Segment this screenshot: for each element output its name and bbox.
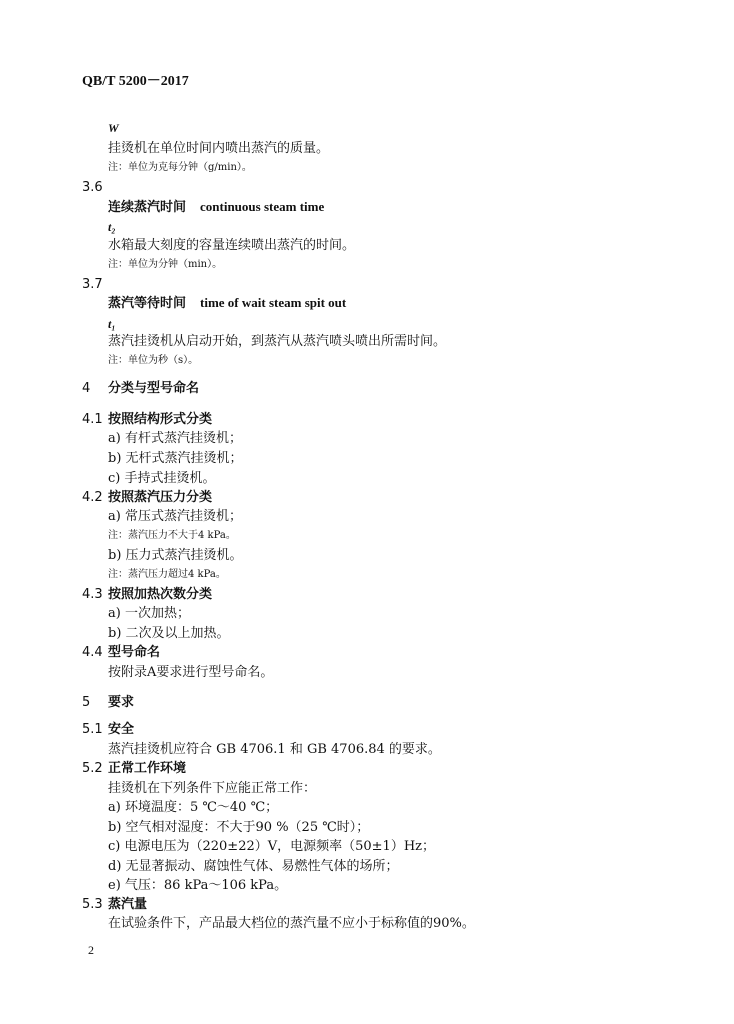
note-t2: 注：单位为分钟（min）。 xyxy=(108,259,223,270)
list-item-4-1-b: b) 无杆式蒸汽挂烫机； xyxy=(108,451,243,466)
term-3-7-en: time of wait steam spit out xyxy=(200,295,347,310)
list-item-5-2-a: a) 环境温度：5 ℃～40 ℃； xyxy=(108,800,279,815)
section-4-4-text: 按附录A要求进行型号命名。 xyxy=(108,665,274,680)
section-4-4-title: 型号命名 xyxy=(108,645,161,660)
list-item-5-2-e: e) 气压：86 kPa～106 kPa。 xyxy=(108,878,288,893)
section-4-2-number: 4.2 xyxy=(82,490,103,505)
list-item-4-1-c: c) 手持式挂烫机。 xyxy=(108,471,216,486)
section-5-2-heading xyxy=(82,762,186,775)
section-5-2-text: 挂烫机在下列条件下应能正常工作： xyxy=(108,781,317,796)
definition-w: 挂烫机在单位时间内喷出蒸汽的质量。 xyxy=(108,141,330,156)
section-5-3-number: 5.3 xyxy=(82,897,103,912)
page-number: 2 xyxy=(88,943,94,957)
section-5-3-heading xyxy=(82,898,147,911)
symbol-w: W xyxy=(108,121,119,135)
term-3-7 xyxy=(108,296,346,310)
definition-t1: 蒸汽挂烫机从启动开始，到蒸汽从蒸汽喷头喷出所需时间。 xyxy=(108,334,447,349)
list-item-4-3-a: a) 一次加热； xyxy=(108,606,190,621)
section-5-2-title: 正常工作环境 xyxy=(108,761,187,776)
section-4-1-title: 按照结构形式分类 xyxy=(108,412,213,427)
term-3-6-en: continuous steam time xyxy=(200,199,325,214)
section-5-1-text: 蒸汽挂烫机应符合 GB 4706.1 和 GB 4706.84 的要求。 xyxy=(108,742,441,757)
note-w: 注：单位为克每分钟（g/min）。 xyxy=(108,162,252,173)
section-4-1-heading xyxy=(82,413,212,426)
section-4-4-number: 4.4 xyxy=(82,645,103,660)
section-5-number: 5 xyxy=(82,695,91,710)
list-item-4-2-a: a) 常压式蒸汽挂烫机； xyxy=(108,509,242,524)
section-5-3-title: 蒸汽量 xyxy=(108,897,148,912)
symbol-t1: t₁ xyxy=(108,317,116,331)
section-5-3-text: 在试验条件下，产品最大档位的蒸汽量不应小于标称值的90%。 xyxy=(108,916,475,931)
section-5-heading xyxy=(82,696,134,709)
list-item-4-2-b: b) 压力式蒸汽挂烫机。 xyxy=(108,548,243,563)
list-item-5-2-b: b) 空气相对湿度：不大于90 %（25 ℃时）； xyxy=(108,820,370,835)
section-4-1-number: 4.1 xyxy=(82,412,103,427)
term-3-6-cn: 连续蒸汽时间 xyxy=(108,200,187,215)
section-5-1-title: 安全 xyxy=(108,722,135,737)
note-t1: 注：单位为秒（s）。 xyxy=(108,355,199,366)
section-4-heading xyxy=(82,382,199,395)
list-item-4-1-a: a) 有杆式蒸汽挂烫机； xyxy=(108,431,242,446)
list-item-5-2-c: c) 电源电压为（220±22）V，电源频率（50±1）Hz； xyxy=(108,839,436,854)
document-header: QB/T 5200－2017 xyxy=(82,74,189,89)
symbol-t2: t₂ xyxy=(108,220,116,234)
section-5-2-number: 5.2 xyxy=(82,761,103,776)
section-5-1-heading xyxy=(82,723,134,736)
section-5-1-number: 5.1 xyxy=(82,722,103,737)
section-4-4-heading xyxy=(82,646,160,659)
term-3-6 xyxy=(108,200,324,214)
clause-number-3-7: 3.7 xyxy=(82,277,103,292)
section-4-2-title: 按照蒸汽压力分类 xyxy=(108,490,213,505)
definition-t2: 水箱最大刻度的容量连续喷出蒸汽的时间。 xyxy=(108,238,356,253)
clause-number-3-6: 3.6 xyxy=(82,180,103,195)
section-4-number: 4 xyxy=(82,381,91,396)
section-4-3-number: 4.3 xyxy=(82,587,103,602)
section-4-3-heading xyxy=(82,588,212,601)
note-4-2-b: 注：蒸汽压力超过4 kPa。 xyxy=(108,569,226,580)
section-5-title: 要求 xyxy=(108,695,135,710)
section-4-title: 分类与型号命名 xyxy=(108,381,200,396)
list-item-5-2-d: d) 无显著振动、腐蚀性气体、易燃性气体的场所； xyxy=(108,859,399,874)
list-item-4-3-b: b) 二次及以上加热。 xyxy=(108,626,230,641)
note-4-2-a: 注：蒸汽压力不大于4 kPa。 xyxy=(108,530,236,541)
section-4-3-title: 按照加热次数分类 xyxy=(108,587,213,602)
term-3-7-cn: 蒸汽等待时间 xyxy=(108,296,187,311)
section-4-2-heading xyxy=(82,491,212,504)
